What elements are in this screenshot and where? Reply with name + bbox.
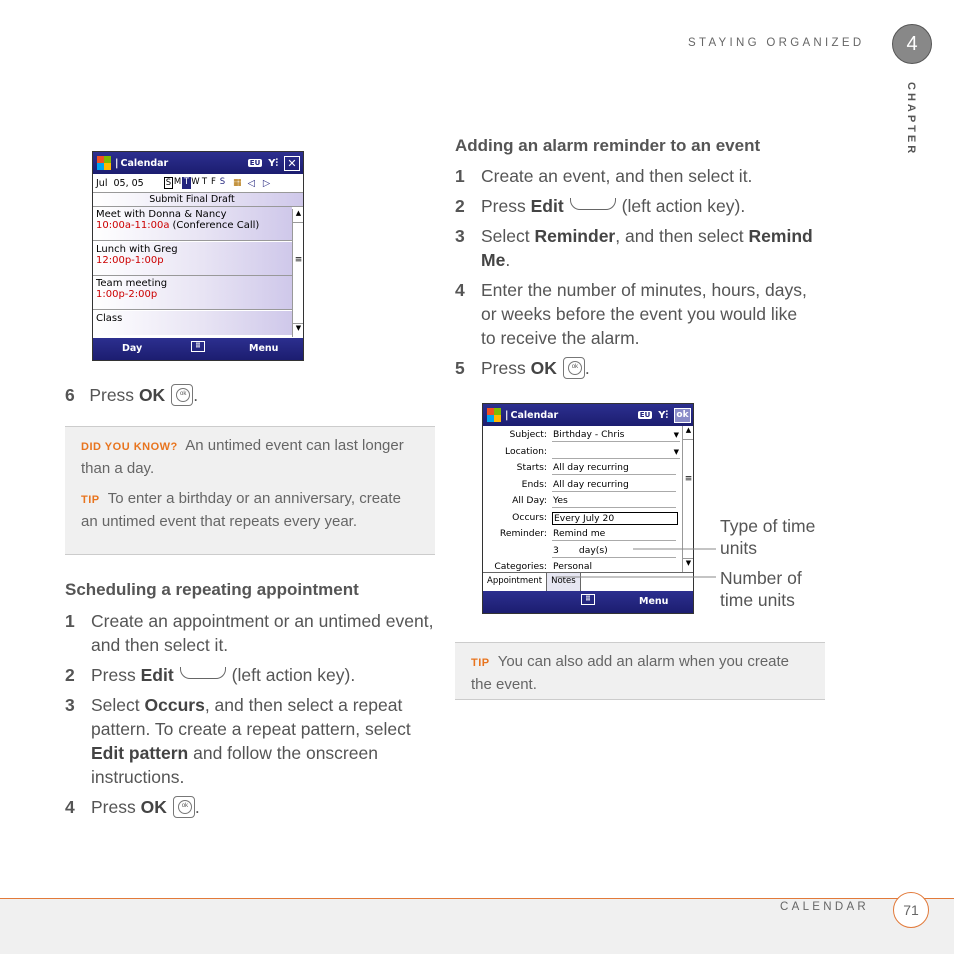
step-end: .	[584, 358, 590, 378]
event-time-line	[96, 324, 289, 335]
weekday-5[interactable]: F	[211, 177, 216, 187]
step-text: (left action key).	[621, 196, 746, 216]
edit-label: Edit	[140, 665, 174, 685]
left-steps	[65, 609, 437, 819]
event-row[interactable]	[93, 311, 292, 336]
step-text: and follow the onscreen instructions.	[91, 743, 378, 787]
scrollbar[interactable]	[292, 209, 304, 337]
edit-pattern-label: Edit pattern	[91, 743, 189, 763]
event-row[interactable]	[93, 276, 292, 310]
field-value[interactable]	[552, 495, 676, 508]
field-value-text: All day recurring	[553, 478, 629, 490]
callout-type-of-time-units: Type of time units	[720, 516, 816, 558]
occurs-label: Occurs	[144, 695, 205, 715]
field-value-text: Remind me	[553, 528, 606, 539]
weekday-1[interactable]: M	[173, 177, 182, 187]
event-title: Meet with Donna & Nancy	[96, 209, 227, 220]
field-value[interactable]	[552, 479, 676, 492]
step-text: (left action key).	[231, 665, 356, 685]
allday-event-bar[interactable]	[93, 193, 303, 207]
keyboard-icon[interactable]: ⠿	[581, 594, 595, 605]
step-text: Press	[89, 385, 135, 405]
step-text: Select	[481, 226, 530, 246]
ok-label: OK	[530, 358, 557, 378]
prev-day-icon[interactable]: ◁	[247, 177, 255, 189]
input-language-badge: EU	[249, 159, 261, 167]
screen-app-title: Calendar	[120, 157, 169, 169]
weekday-4[interactable]: T	[201, 177, 208, 187]
step-text: Create an event, and then select it.	[481, 166, 753, 186]
field-value-text: Personal	[553, 561, 593, 572]
field-value[interactable]	[552, 446, 680, 459]
appointment-form-screenshot	[482, 403, 694, 614]
field-label: Categories:	[494, 561, 547, 572]
chapter-number-badge: 4	[892, 24, 932, 64]
event-time: 12:00p-1:00p	[96, 254, 164, 266]
section-heading-repeating: Scheduling a repeating appointment	[65, 580, 359, 599]
weekday-strip[interactable]	[164, 177, 227, 189]
event-time-line	[96, 220, 289, 231]
field-value[interactable]	[552, 512, 678, 525]
scroll-thumb-icon[interactable]: ≡	[294, 255, 303, 265]
step-end: .	[505, 250, 511, 270]
step-end: .	[194, 797, 200, 817]
keyboard-icon[interactable]: ⠿	[191, 341, 205, 352]
event-time: 1:00p-2:00p	[96, 289, 158, 300]
step-text: , and then select a repeat pattern. To create a repeat pattern, select	[91, 695, 411, 739]
did-you-know-box	[65, 426, 435, 555]
screen-titlebar: | Calendar EU Y⫶ ok	[483, 404, 693, 426]
step-text: Press	[481, 196, 526, 216]
event-time-line	[96, 289, 289, 300]
ok-button-icon	[173, 796, 195, 818]
field-label: Starts:	[516, 462, 547, 473]
windows-logo-icon	[97, 156, 111, 170]
step-number: 2	[455, 196, 465, 216]
step-number: 4	[65, 797, 75, 817]
softkey-menu[interactable]: Menu	[639, 596, 669, 607]
screen-app-title: Calendar	[510, 409, 559, 421]
left-action-key-icon	[570, 198, 616, 210]
step-number: 2	[65, 665, 75, 685]
step-end: .	[193, 385, 199, 405]
chapter-label: CHAPTER	[905, 82, 917, 157]
step-text: Press	[481, 358, 526, 378]
tip-label: TIP	[81, 494, 100, 506]
field-value[interactable]	[552, 545, 676, 558]
step-text: Press	[91, 665, 136, 685]
footer-section-title: CALENDAR	[780, 901, 870, 913]
field-label: Reminder:	[499, 528, 547, 539]
section-heading-alarm: Adding an alarm reminder to an event	[455, 136, 761, 155]
dropdown-arrow-icon[interactable]: ▼	[673, 447, 679, 456]
event-note: (Conference Call)	[172, 220, 260, 231]
tab-strip	[483, 572, 693, 591]
calendar-day-screenshot	[92, 151, 304, 361]
field-value-text: Every July 20	[554, 512, 615, 524]
step-6	[65, 383, 198, 407]
event-time: 10:00a-11:00a	[96, 220, 170, 231]
step-number: 5	[455, 358, 465, 378]
field-value-text: All day recurring	[553, 462, 629, 473]
scroll-thumb-icon[interactable]: ≡	[684, 474, 693, 484]
step-number: 1	[455, 166, 465, 186]
event-title: Team meeting	[96, 278, 168, 289]
page-number: 71	[893, 892, 929, 928]
step-text: Create an appointment or an untimed event, and then select it.	[91, 611, 434, 655]
weekday-2[interactable]: T	[183, 177, 190, 187]
ok-label: OK	[140, 797, 167, 817]
field-value[interactable]	[552, 462, 676, 475]
scroll-up-icon[interactable]: ▲	[293, 209, 304, 223]
scroll-up-icon[interactable]: ▲	[683, 426, 694, 440]
field-label: Location:	[505, 445, 547, 457]
scroll-down-icon[interactable]: ▼	[293, 323, 304, 337]
field-label: Occurs:	[512, 511, 547, 523]
step-number: 3	[455, 226, 465, 246]
ok-button-icon	[563, 357, 585, 379]
step-text: Select	[91, 695, 140, 715]
weekday-3[interactable]: W	[191, 177, 200, 187]
ok-button-icon	[171, 384, 193, 406]
did-you-know-text: An untimed event can last longer than a day.	[81, 437, 404, 477]
calendar-goto-icon[interactable]: ▦	[233, 178, 242, 188]
step-number: 3	[65, 695, 75, 715]
remind-me-label: Remind Me	[481, 226, 813, 270]
callout-number-of-time-units: Number of time units	[720, 568, 802, 610]
weekday-0[interactable]: S	[165, 178, 172, 188]
edit-label: Edit	[530, 196, 564, 216]
event-title: Lunch with Greg	[96, 243, 178, 255]
windows-logo-icon	[487, 408, 501, 422]
input-language-badge: EU	[639, 411, 651, 419]
tip-label: TIP	[471, 657, 490, 669]
ok-title-button[interactable]: ok	[674, 408, 691, 423]
running-header: STAYING ORGANIZED	[688, 37, 865, 49]
weekday-6[interactable]: S	[219, 177, 226, 187]
softkey-bar	[93, 338, 303, 360]
tab-notes[interactable]: Notes	[547, 573, 581, 591]
date-label: Jul 05, 05	[96, 177, 144, 189]
field-value-text: 3	[553, 544, 559, 556]
step-number: 4	[455, 280, 465, 300]
next-day-icon[interactable]: ▷	[262, 177, 271, 189]
step-text: , and then select	[615, 226, 744, 246]
event-time-line	[96, 255, 289, 266]
softkey-day[interactable]: Day	[122, 343, 143, 354]
dropdown-arrow-icon[interactable]: ▼	[673, 431, 679, 439]
event-title: Class	[96, 312, 123, 324]
softkey-bar	[483, 591, 693, 613]
scrollbar[interactable]	[682, 426, 694, 572]
tip-text: You can also add an alarm when you create the event.	[471, 653, 790, 693]
signal-icon: Y⫶	[658, 409, 668, 421]
field-label: Ends:	[521, 478, 547, 490]
close-icon: ✕	[284, 156, 300, 171]
event-row[interactable]	[93, 242, 292, 276]
step-text: Press	[91, 797, 136, 817]
date-bar	[93, 174, 303, 193]
reminder-label: Reminder	[534, 226, 616, 246]
tip-box-alarm	[455, 642, 825, 700]
step-number: 1	[65, 611, 75, 631]
field-value[interactable]	[552, 528, 676, 541]
step-text: Enter the number of minutes, hours, days, or weeks before the event you would like to receive the alarm.	[481, 280, 807, 348]
field-value[interactable]	[552, 429, 680, 442]
right-steps	[455, 164, 815, 380]
left-action-key-icon	[180, 667, 226, 679]
tab-appointment[interactable]: Appointment	[483, 573, 547, 591]
field-value-text: Birthday - Chris	[553, 429, 625, 440]
field-label: Subject:	[509, 429, 547, 440]
field-value-text: Yes	[553, 495, 568, 506]
signal-icon: Y⫶	[268, 157, 278, 169]
scroll-down-icon[interactable]: ▼	[683, 558, 694, 572]
did-you-know-label: DID YOU KNOW?	[81, 441, 178, 453]
ok-label: OK	[138, 385, 166, 405]
allday-event-title: Submit Final Draft	[149, 194, 235, 205]
time-unit-value[interactable]: day(s)	[578, 544, 608, 556]
form-fields	[483, 426, 693, 572]
event-row[interactable]	[93, 207, 292, 241]
step-number: 6	[65, 385, 75, 405]
tip-text: To enter a birthday or an anniversary, create an untimed event that repeats every year.	[81, 490, 401, 530]
field-label: All Day:	[512, 495, 547, 506]
events-list	[93, 207, 303, 335]
screen-titlebar: | Calendar EU Y⫶ ✕	[93, 152, 303, 174]
softkey-menu[interactable]: Menu	[249, 343, 279, 354]
